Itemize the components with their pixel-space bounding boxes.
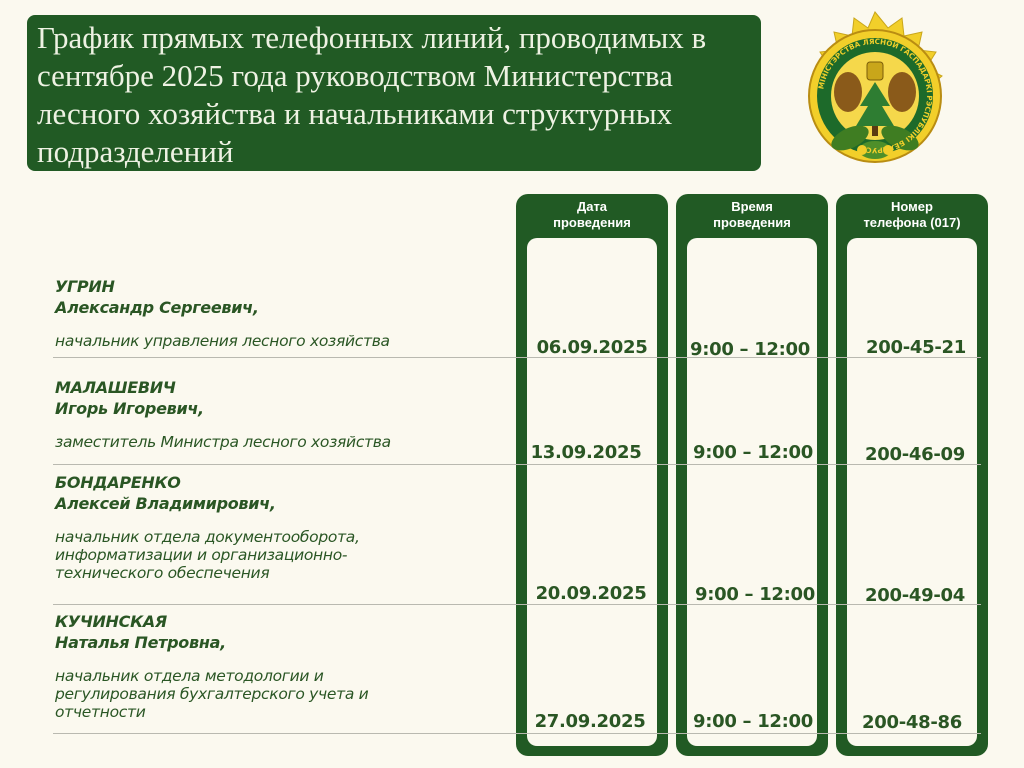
time-cell: 9:00 – 12:00: [692, 442, 813, 463]
person-name: БОНДАРЕНКО Алексей Владимирович,: [55, 473, 276, 513]
row-divider: [53, 464, 981, 465]
person-position: начальник управления лесного хозяйства: [55, 332, 390, 350]
table-row-person: [55, 611, 495, 721]
phone-cell: 200-49-04: [865, 585, 965, 606]
phone-column: [836, 194, 988, 756]
person-name: КУЧИНСКАЯ Наталья Петровна,: [55, 612, 226, 652]
time-column: [676, 194, 828, 756]
person-name: МАЛАШЕВИЧ Игорь Игоревич,: [55, 378, 204, 418]
date-cell: 27.09.2025: [534, 711, 646, 732]
date-cell: 20.09.2025: [535, 583, 647, 604]
date-column: [516, 194, 668, 756]
person-position: начальник отдела методологии и регулирования бухгалтерского учета и отчетности: [55, 667, 369, 721]
phone-cell: 200-48-86: [862, 712, 962, 733]
phone-cell: 200-46-09: [865, 444, 965, 465]
table-row-person: [55, 276, 495, 350]
phone-column-header: Номер телефона (017): [863, 199, 961, 230]
time-cell: 9:00 – 12:00: [689, 339, 810, 360]
ministry-of-forestry-emblem: [790, 10, 960, 182]
table-row-person: [55, 472, 495, 582]
time-cell: 9:00 – 12:00: [694, 584, 815, 605]
person-position: заместитель Министра лесного хозяйства: [55, 433, 391, 451]
title-banner: [27, 15, 761, 171]
person-position: начальник отдела документооборота, информатизации и организационно- технического обеспечения: [55, 528, 360, 582]
emblem-text: МІНІСТЭРСТВА ЛЯСНОЙ ГАСПАДАРКІ РЭСПУБЛІКІ БЕЛАРУСЬ: [816, 36, 935, 156]
phone-cell: 200-45-21: [866, 337, 966, 358]
time-cell: 9:00 – 12:00: [692, 711, 813, 732]
person-name: УГРИН Александр Сергеевич,: [55, 277, 259, 317]
row-divider: [53, 604, 981, 605]
time-column-header: Время проведения: [713, 199, 791, 230]
date-cell: 06.09.2025: [536, 337, 648, 358]
date-cell: 13.09.2025: [530, 442, 642, 463]
row-divider: [53, 733, 981, 734]
page-title: График прямых телефонных линий, проводимых в сентябре 2025 года руководством Министерства лесного хозяйства и начальниками структурных подразделений: [37, 20, 707, 169]
row-divider: [53, 357, 981, 358]
date-column-header: Дата проведения: [553, 199, 631, 230]
table-row-person: [55, 377, 495, 451]
